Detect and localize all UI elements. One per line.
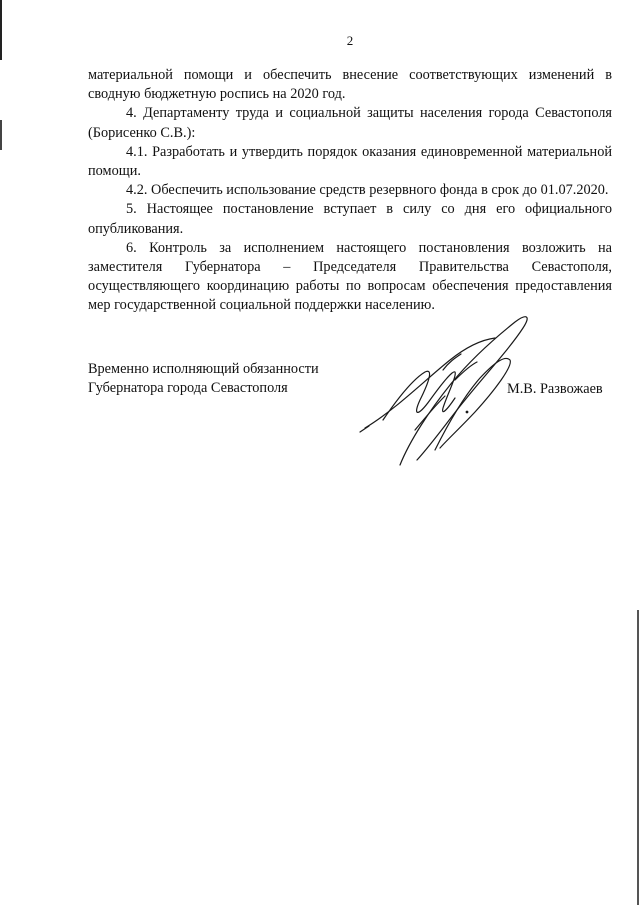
page-number: 2 [346,33,354,48]
signatory-name: М.В. Развожаев [507,381,603,397]
paragraph-item-4-1: 4.1. Разработать и утвердить порядок оказания единовременной материальной помощи. [88,143,612,180]
paragraph-item-6: 6. Контроль за исполнением настоящего постановления возложить на заместителя Губернатора – Председателя Правительства Севастополя, осуществляющего координацию работы по вопросам обеспечения предоставления мер государственной социальной поддержки населению. [88,239,612,314]
signatory-position [88,360,319,398]
document-body [88,66,612,316]
scan-edge-left [0,0,2,60]
paragraph-item-4-2: 4.2. Обеспечить использование средств резервного фонда в срок до 01.07.2020. [126,182,609,199]
scan-edge-left-mark [0,120,2,150]
signatory-position-line2: Губернатора города Севастополя [88,380,288,397]
signatory-position-line1: Временно исполняющий обязанности [88,361,319,377]
paragraph-item-5: 5. Настоящее постановление вступает в силу со дня его официального опубликования. [88,201,612,237]
paragraph-item-4: 4. Департаменту труда и социальной защиты населения города Севастополя (Борисенко С.В.): [88,105,612,141]
paragraph-continuation: материальной помощи и обеспечить внесение соответствующих изменений в сводную бюджетную роспись на 2020 год. [88,67,612,103]
